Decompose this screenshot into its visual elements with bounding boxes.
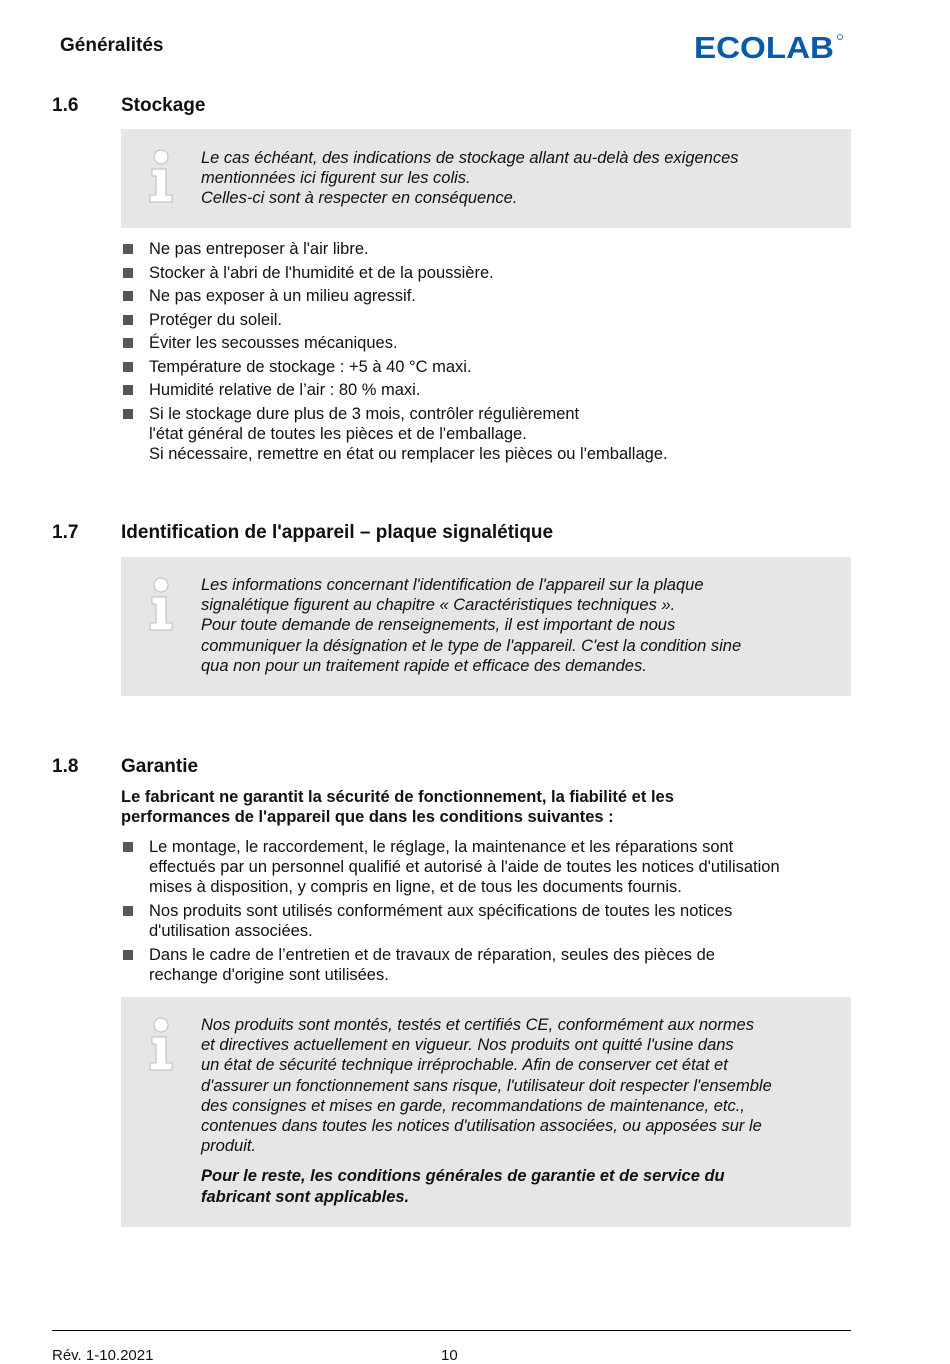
svg-text:ECOLAB: ECOLAB: [694, 30, 834, 62]
section-title: Garantie: [121, 756, 199, 777]
note-text: [201, 148, 837, 209]
note-bold-line: Pour le reste, les conditions générales de garantie et de service du: [201, 1167, 725, 1186]
warranty-intro: Le fabricant ne garantit la sécurité de fonctionnement, la fiabilité et les performances de l'appareil que dans les conditions suivantes :: [121, 788, 674, 827]
note-line: communiquer la désignation et le type de l'appareil. C'est la condition sine: [201, 636, 742, 655]
footer-divider: [52, 1330, 851, 1331]
list-item: Dans le cadre de l’entretien et de travaux de réparation, seules des pièces de rechange d'origine sont utilisées.: [121, 945, 861, 985]
note-line: mentionnées ici figurent sur les colis.: [201, 169, 471, 188]
info-note: [121, 129, 851, 228]
note-text: [201, 575, 837, 676]
info-note: [121, 997, 851, 1227]
list-item: Nos produits sont utilisés conformément aux spécifications de toutes les notices d'utilisation associées.: [121, 901, 861, 941]
note-line: Nos produits sont montés, testés et certifiés CE, conformément aux normes: [201, 1016, 754, 1034]
bullet-square-icon: [123, 315, 133, 325]
note-line: Pour toute demande de renseignements, il est important de nous: [201, 616, 676, 635]
list-item: Si le stockage dure plus de 3 mois, contrôler régulièrement l'état général de toutes les pièces et de l'emballage. Si nécessaire, remettre en état ou remplacer les pièces ou l'emballage.: [121, 404, 861, 465]
note-line: un état de sécurité technique irréprochable. Afin de conserver cet état et: [201, 1056, 728, 1075]
list-item: Stocker à l'abri de l'humidité et de la poussière.: [121, 263, 861, 283]
bullet-square-icon: [123, 409, 133, 419]
section-number: 1.8: [52, 756, 79, 777]
list-item: Ne pas exposer à un milieu agressif.: [121, 286, 861, 306]
page-header-title: Généralités: [60, 35, 164, 56]
bullet-square-icon: [123, 362, 133, 372]
bullet-square-icon: [123, 950, 133, 960]
note-bold-line: fabricant sont applicables.: [201, 1187, 410, 1206]
note-line: d'assurer un fonctionnement sans risque, l'utilisateur doit respecter l'ensemble: [201, 1076, 772, 1095]
storage-list: [121, 239, 861, 467]
info-note: [121, 557, 851, 696]
list-item: Le montage, le raccordement, le réglage, la maintenance et les réparations sont effectués par un personnel qualifié et autorisé à l'aide de toutes les notices d'utilisation mises à disposition, y compris en ligne, et de tous les documents fournis.: [121, 837, 861, 898]
bullet-square-icon: [123, 906, 133, 916]
note-line: qua non pour un traitement rapide et efficace des demandes.: [201, 656, 647, 675]
bullet-square-icon: [123, 291, 133, 301]
info-icon: [147, 149, 175, 205]
list-item: Humidité relative de l’air : 80 % maxi.: [121, 380, 861, 400]
info-icon: [147, 1017, 175, 1073]
footer-revision: Rév. 1-10.2021: [52, 1347, 154, 1364]
note-text: [201, 1015, 837, 1207]
note-line: Le cas échéant, des indications de stockage allant au-delà des exigences: [201, 149, 739, 167]
list-item: Ne pas entreposer à l'air libre.: [121, 239, 861, 259]
section-number: 1.7: [52, 522, 79, 543]
note-line: Celles-ci sont à respecter en conséquence.: [201, 189, 518, 208]
ecolab-logo: [694, 30, 844, 62]
note-line: des consignes et mises en garde, recommandations de maintenance, etc.,: [201, 1096, 745, 1115]
bullet-square-icon: [123, 842, 133, 852]
bullet-square-icon: [123, 244, 133, 254]
bullet-square-icon: [123, 385, 133, 395]
warranty-list: [121, 837, 861, 988]
note-line: Les informations concernant l'identification de l'appareil sur la plaque: [201, 576, 704, 594]
note-line: contenues dans toutes les notices d'utilisation associées, ou apposées sur le: [201, 1117, 762, 1136]
note-line: signalétique figurent au chapitre « Caractéristiques techniques ».: [201, 596, 676, 615]
note-line: et directives actuellement en vigueur. Nos produits ont quitté l'usine dans: [201, 1036, 734, 1055]
bullet-square-icon: [123, 338, 133, 348]
section-title: Identification de l'appareil – plaque signalétique: [121, 522, 554, 543]
info-icon: [147, 577, 175, 633]
section-title: Stockage: [121, 95, 206, 116]
bullet-square-icon: [123, 268, 133, 278]
list-item: Éviter les secousses mécaniques.: [121, 333, 861, 353]
list-item: Protéger du soleil.: [121, 310, 861, 330]
page-number: 10: [441, 1347, 458, 1364]
list-item: Température de stockage : +5 à 40 °C maxi.: [121, 357, 861, 377]
section-number: 1.6: [52, 95, 79, 116]
note-line: produit.: [201, 1137, 257, 1156]
